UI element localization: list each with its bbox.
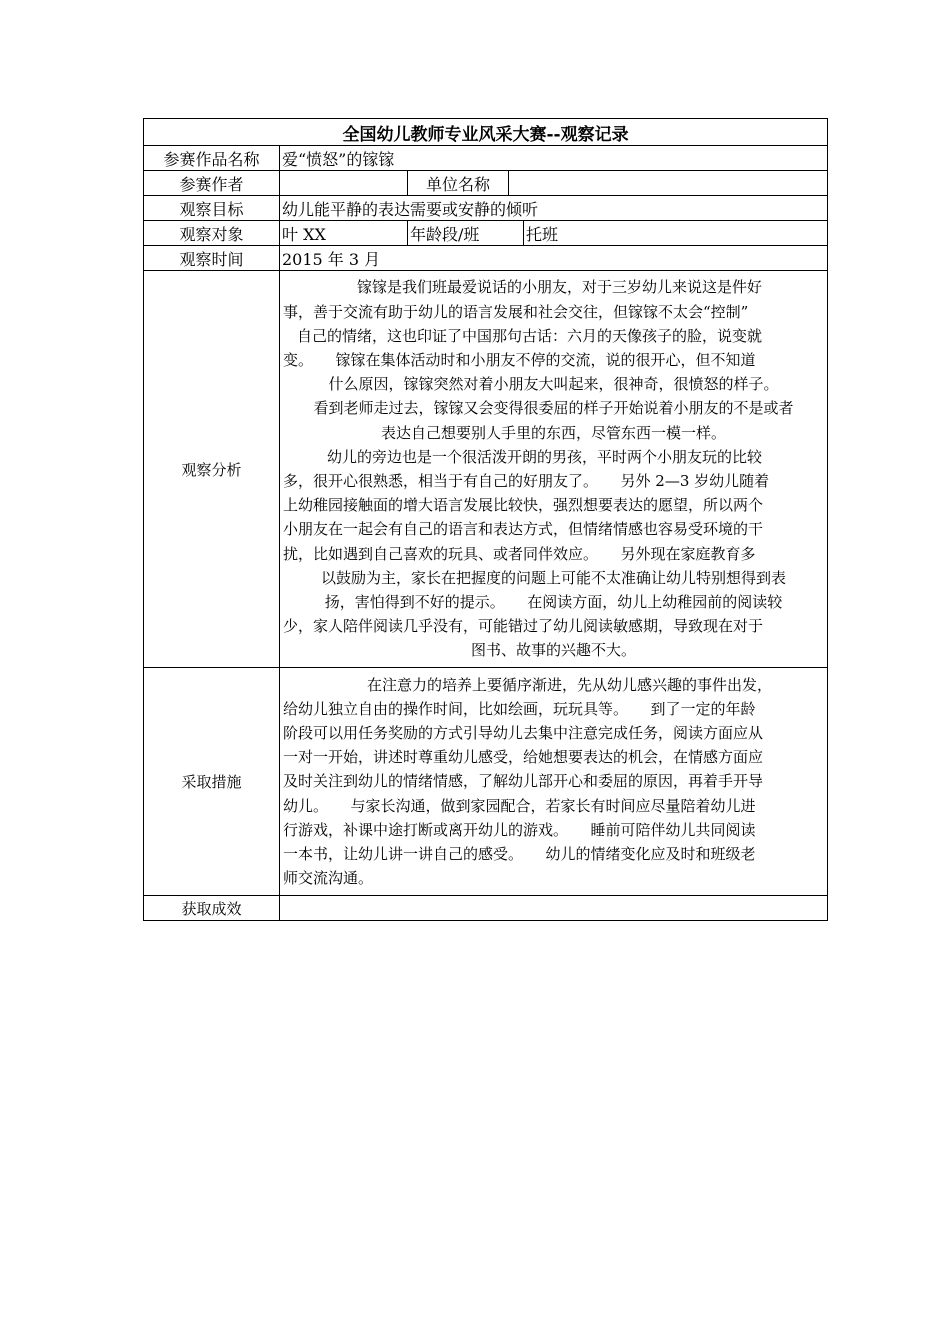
- result-label: 获取成效: [144, 896, 280, 921]
- age-class-label: 年龄段/班: [408, 221, 524, 246]
- analysis-line: 镓镓是我们班最爱说话的小朋友，对于三岁幼儿来说这是件好: [357, 278, 763, 297]
- time-label: 观察时间: [144, 246, 280, 271]
- author-value: [280, 171, 408, 196]
- subject-value: 叶 XX: [280, 221, 408, 246]
- goal-value: 幼儿能平静的表达需要或安静的倾听: [280, 196, 828, 221]
- author-label: 参赛作者: [144, 171, 280, 196]
- analysis-line: 看到老师走过去，镓镓又会变得很委屈的样子开始说着小朋友的不是或者: [313, 399, 794, 418]
- analysis-line: 幼儿的旁边也是一个很活泼开朗的男孩，平时两个小朋友玩的比较: [327, 447, 763, 466]
- measures-line: 在注意力的培养上要循序渐进，先从幼儿感兴趣的事件出发，: [367, 675, 773, 694]
- analysis-label: 观察分析: [144, 271, 280, 668]
- work-name-label: 参赛作品名称: [144, 146, 280, 171]
- measures-line: 一本书，让幼儿讲一讲自己的感受。 幼儿的情绪变化应及时和班级老: [283, 845, 756, 863]
- row-goal: [144, 196, 828, 221]
- measures-line: 给幼儿独立自由的操作时间，比如绘画，玩玩具等。 到了一定的年龄: [283, 699, 756, 718]
- observation-record-sheet: [143, 118, 827, 921]
- analysis-line: 事，善于交流有助于幼儿的语言发展和社会交往，但镓镓不太会“控制”: [283, 302, 749, 321]
- analysis-line: 什么原因，镓镓突然对着小朋友大叫起来，很神奇，很愤怒的样子。: [328, 375, 779, 394]
- measures-line: 一对一开始，讲述时尊重幼儿感受，给她想要表达的机会，在情感方面应: [283, 748, 764, 767]
- measures-line: 及时关注到幼儿的情绪情感，了解幼儿部开心和委屈的原因，再着手开导: [283, 772, 764, 791]
- analysis-line: 自己的情绪，这也印证了中国那句古话：六月的天像孩子的脸，说变就: [297, 326, 763, 345]
- unit-name-label: 单位名称: [408, 171, 509, 196]
- row-measures: [144, 668, 828, 896]
- analysis-content: [280, 271, 828, 668]
- analysis-line: 小朋友在一起会有自己的语言和表达方式，但情绪情感也容易受环境的干: [283, 520, 764, 539]
- analysis-line: 表达自己想要别人手里的东西，尽管东西一模一样。: [381, 423, 727, 442]
- analysis-line: 少，家人陪伴阅读几乎没有，可能错过了幼儿阅读敏感期，导致现在对于: [283, 617, 764, 636]
- analysis-line: 变。 镓镓在集体活动时和小朋友不停的交流，说的很开心，但不知道: [283, 350, 756, 369]
- row-subject: [144, 221, 828, 246]
- analysis-line: 多，很开心很熟悉，相当于有自己的好朋友了。 另外 2—3 岁幼儿随着: [283, 472, 770, 490]
- observation-record-table: [143, 118, 828, 921]
- analysis-line: 图书、故事的兴趣不大。: [471, 641, 637, 660]
- row-result: [144, 896, 828, 921]
- document-title: 全国幼儿教师专业风采大赛--观察记录: [144, 119, 828, 146]
- title-row: [144, 119, 828, 146]
- row-analysis: [144, 271, 828, 668]
- time-value: 2015 年 3 月: [280, 246, 828, 271]
- result-value: [280, 896, 828, 921]
- analysis-line: 以鼓励为主，家长在把握度的问题上可能不太准确让幼儿特别想得到表: [321, 568, 787, 587]
- work-name-value: 爱“愤怒”的镓镓: [280, 146, 828, 171]
- unit-name-value: [509, 171, 828, 196]
- row-work-name: [144, 146, 828, 171]
- measures-line: 幼儿。 与家长沟通，做到家园配合，若家长有时间应尽量陪着幼儿进: [283, 796, 756, 815]
- measures-label: 采取措施: [144, 668, 280, 896]
- row-author: [144, 171, 828, 196]
- analysis-line: 扬，害怕得到不好的提示。 在阅读方面，幼儿上幼稚园前的阅读较: [324, 593, 783, 612]
- measures-content: [280, 668, 828, 896]
- measures-line: 行游戏，补课中途打断或离开幼儿的游戏。 睡前可陪伴幼儿共同阅读: [283, 820, 756, 839]
- subject-label: 观察对象: [144, 221, 280, 246]
- analysis-line: 上幼稚园接触面的增大语言发展比较快，强烈想要表达的愿望，所以两个: [283, 496, 764, 515]
- analysis-line: 扰，比如遇到自己喜欢的玩具、或者同伴效应。 另外现在家庭教育多: [283, 544, 756, 563]
- row-time: [144, 246, 828, 271]
- age-class-value: 托班: [524, 221, 828, 246]
- goal-label: 观察目标: [144, 196, 280, 221]
- measures-line: 师交流沟通。: [283, 869, 374, 888]
- measures-line: 阶段可以用任务奖励的方式引导幼儿去集中注意完成任务，阅读方面应从: [283, 723, 764, 742]
